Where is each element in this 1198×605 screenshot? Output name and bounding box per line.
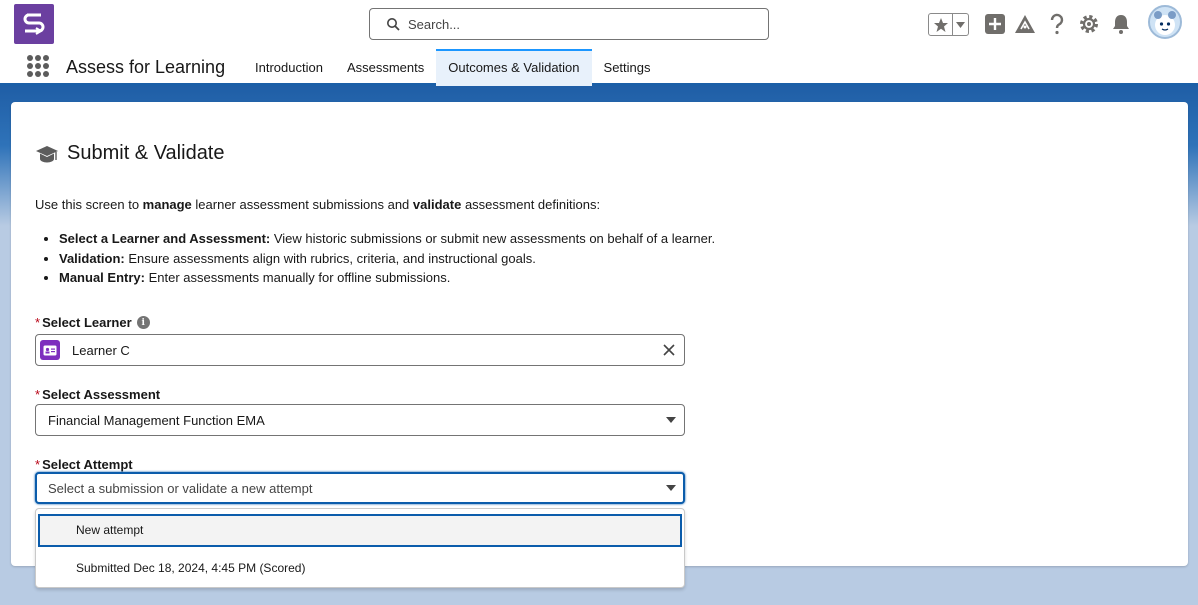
favorites-button-group [928, 13, 969, 36]
intro-bold-validate: validate [412, 197, 462, 212]
learner-value: Learner C [72, 343, 130, 358]
tab-outcomes-validation[interactable]: Outcomes & Validation [436, 49, 591, 86]
learner-lookup-field[interactable] [35, 334, 685, 366]
intro-text-pre: Use this screen to [35, 197, 143, 212]
notifications-bell-icon[interactable] [1109, 12, 1133, 36]
search-input[interactable] [408, 13, 758, 35]
intro-text [35, 197, 600, 212]
user-avatar[interactable] [1148, 5, 1182, 39]
intro-text-post: assessment definitions: [461, 197, 601, 212]
clear-selection-icon[interactable] [662, 343, 676, 357]
list-item-text: View historic submissions or submit new assessments on behalf of a learner. [270, 231, 716, 246]
list-item-text: Ensure assessments align with rubrics, criteria, and instructional goals. [124, 250, 536, 266]
app-launcher-waffle-icon[interactable] [27, 55, 49, 77]
tab-settings[interactable]: Settings [603, 60, 651, 75]
assessment-field-label [35, 387, 160, 402]
list-item-text: Enter assessments manually for offline submissions. [144, 270, 451, 285]
assessment-select[interactable] [35, 404, 685, 436]
global-create-icon[interactable] [983, 12, 1007, 36]
favorites-dropdown-icon[interactable] [953, 14, 968, 35]
nav-tabs [243, 49, 663, 86]
required-marker: * [35, 457, 41, 472]
list-item-title: Validation: [59, 250, 125, 266]
app-logo-icon[interactable] [14, 4, 54, 44]
list-item [59, 268, 715, 288]
learner-field-label [35, 315, 150, 330]
tab-introduction[interactable]: Introduction [255, 60, 323, 75]
attempt-field-label [35, 457, 133, 472]
attempt-label-text: Select Attempt [42, 457, 133, 472]
intro-text-mid: learner assessment submissions and [191, 197, 413, 212]
info-icon[interactable]: i [137, 316, 150, 329]
chevron-down-icon [666, 417, 676, 423]
help-icon[interactable] [1045, 12, 1069, 36]
required-marker: * [35, 315, 41, 330]
dropdown-option-submitted[interactable]: Submitted Dec 18, 2024, 4:45 PM (Scored) [76, 561, 306, 575]
chevron-down-icon [666, 485, 676, 491]
contact-card-icon [40, 340, 60, 360]
attempt-select[interactable] [35, 472, 685, 504]
app-navigation-bar [0, 49, 1198, 86]
intro-bold-manage: manage [142, 197, 192, 212]
card-header [35, 142, 225, 165]
list-item-title: Manual Entry: [59, 270, 145, 285]
feature-list [59, 229, 715, 288]
attempt-placeholder: Select a submission or validate a new attempt [48, 481, 313, 496]
setup-gear-icon[interactable] [1077, 12, 1101, 36]
learner-label-text: Select Learner [42, 315, 132, 330]
list-item [59, 249, 715, 269]
global-header [0, 0, 1198, 49]
submit-validate-card [11, 102, 1188, 566]
favorites-star-icon[interactable] [929, 14, 953, 35]
assessment-value: Financial Management Function EMA [48, 413, 265, 428]
list-item [59, 229, 715, 249]
dropdown-option-new-attempt[interactable]: New attempt [38, 514, 682, 547]
graduation-cap-icon [35, 143, 59, 165]
trailhead-icon[interactable] [1013, 12, 1037, 36]
tab-assessments[interactable]: Assessments [346, 60, 425, 75]
required-marker: * [35, 387, 41, 402]
app-name: Assess for Learning [66, 57, 226, 77]
assessment-label-text: Select Assessment [42, 387, 161, 402]
search-icon [386, 17, 400, 31]
page-title: Submit & Validate [67, 142, 225, 164]
list-item-title: Select a Learner and Assessment: [59, 231, 271, 246]
attempt-dropdown-listbox [35, 508, 685, 588]
global-search-box[interactable] [369, 8, 769, 40]
